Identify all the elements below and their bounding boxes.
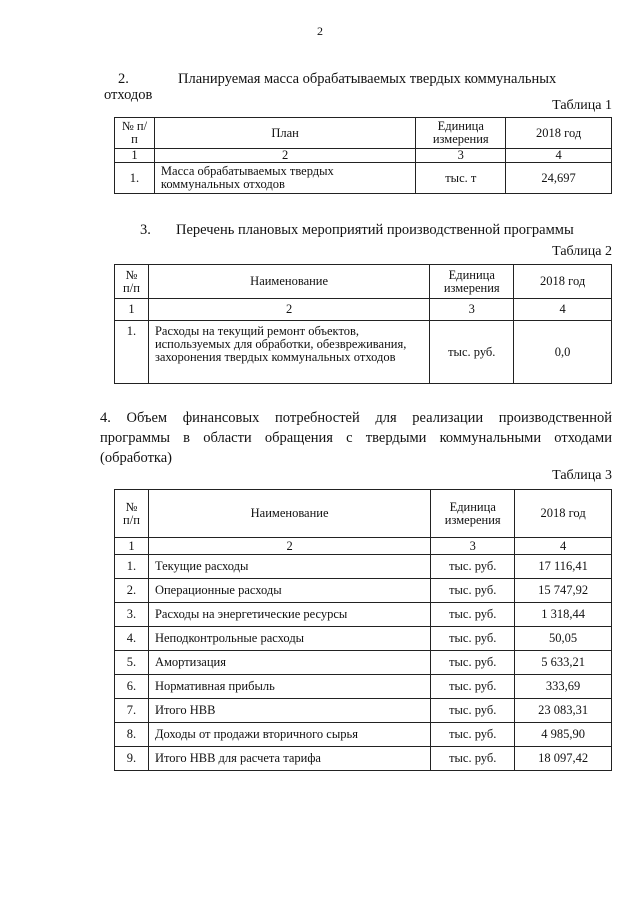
row-name: Расходы на текущий ремонт объектов, используемых для обработки, обезвреживания, захоронения твердых коммунальных отходов (148, 321, 429, 384)
table-row (115, 723, 612, 747)
row-value: 23 083,31 (515, 699, 612, 723)
table1-header-row (115, 118, 612, 149)
section2-heading-continued: отходов (104, 87, 153, 103)
table-row (115, 163, 612, 194)
row-name: Операционные расходы (148, 579, 430, 603)
row-value: 1 318,44 (515, 603, 612, 627)
row-value: 0,0 (514, 321, 612, 384)
row-unit: тыс. руб. (431, 651, 515, 675)
page-number: 2 (317, 24, 323, 38)
table3 (114, 489, 612, 771)
table1-header-plan: План (154, 118, 415, 149)
row-value: 15 747,92 (515, 579, 612, 603)
row-number: 7. (115, 699, 149, 723)
table3-caption: Таблица 3 (552, 468, 612, 483)
table2-header-year: 2018 год (514, 265, 612, 299)
table3-index-cell: 1 (115, 538, 149, 555)
row-value: 18 097,42 (515, 747, 612, 771)
table3-index-cell: 2 (148, 538, 430, 555)
row-unit: тыс. руб. (431, 579, 515, 603)
row-number: 6. (115, 675, 149, 699)
row-name: Неподконтрольные расходы (148, 627, 430, 651)
row-number: 1. (115, 555, 149, 579)
table1-header-year: 2018 год (506, 118, 612, 149)
table1-index-row (115, 149, 612, 163)
table1-caption: Таблица 1 (552, 98, 612, 113)
table-row (115, 321, 612, 384)
table1-index-cell: 3 (416, 149, 506, 163)
table3-header-unit: Единица измерения (431, 490, 515, 538)
row-name: Амортизация (148, 651, 430, 675)
table3-header-name: Наименование (148, 490, 430, 538)
table-row (115, 555, 612, 579)
section2-heading: Планируемая масса обрабатываемых твердых коммунальных (178, 71, 557, 87)
table2-header-unit: Единица измерения (430, 265, 514, 299)
table2-header-row (115, 265, 612, 299)
table3-index-cell: 3 (431, 538, 515, 555)
table-row (115, 603, 612, 627)
row-name: Итого НВВ (148, 699, 430, 723)
table3-index-row (115, 538, 612, 555)
table2-index-cell: 1 (115, 299, 149, 321)
table-row (115, 627, 612, 651)
row-unit: тыс. т (416, 163, 506, 194)
row-value: 5 633,21 (515, 651, 612, 675)
table-row (115, 579, 612, 603)
table2-index-cell: 3 (430, 299, 514, 321)
row-name: Расходы на энергетические ресурсы (148, 603, 430, 627)
table1-index-cell: 4 (506, 149, 612, 163)
table-row (115, 699, 612, 723)
table1-header-unit: Единица измерения (416, 118, 506, 149)
row-number: 5. (115, 651, 149, 675)
table1-header-num: № п/п (115, 118, 155, 149)
row-name: Нормативная прибыль (148, 675, 430, 699)
table1 (114, 117, 612, 194)
row-number: 8. (115, 723, 149, 747)
row-value: 17 116,41 (515, 555, 612, 579)
row-name: Доходы от продажи вторичного сырья (148, 723, 430, 747)
row-value: 50,05 (515, 627, 612, 651)
section2-number: 2. (118, 71, 129, 87)
row-name: Масса обрабатываемых твердых коммунальных отходов (154, 163, 415, 194)
row-unit: тыс. руб. (431, 555, 515, 579)
table-row (115, 675, 612, 699)
row-value: 4 985,90 (515, 723, 612, 747)
table2-header-name: Наименование (148, 265, 429, 299)
table1-index-cell: 1 (115, 149, 155, 163)
row-value: 24,697 (506, 163, 612, 194)
row-name: Итого НВВ для расчета тарифа (148, 747, 430, 771)
row-unit: тыс. руб. (430, 321, 514, 384)
row-unit: тыс. руб. (431, 723, 515, 747)
table3-header-num: № п/п (115, 490, 149, 538)
section4-paragraph: 4. Объем финансовых потребностей для реализации производственной программы в области обращения с твердыми коммунальными отходами (обработка) (100, 410, 612, 466)
row-unit: тыс. руб. (431, 747, 515, 771)
table3-index-cell: 4 (515, 538, 612, 555)
table2-index-cell: 4 (514, 299, 612, 321)
table3-header-year: 2018 год (515, 490, 612, 538)
row-number: 2. (115, 579, 149, 603)
row-unit: тыс. руб. (431, 699, 515, 723)
row-number: 1. (115, 321, 149, 384)
table2 (114, 264, 612, 384)
row-number: 4. (115, 627, 149, 651)
section3-heading: Перечень плановых мероприятий производственной программы (176, 222, 574, 238)
row-number: 9. (115, 747, 149, 771)
row-unit: тыс. руб. (431, 603, 515, 627)
row-unit: тыс. руб. (431, 675, 515, 699)
table2-header-num: № п/п (115, 265, 149, 299)
row-name: Текущие расходы (148, 555, 430, 579)
table3-header-row (115, 490, 612, 538)
table-row (115, 651, 612, 675)
table2-caption: Таблица 2 (552, 244, 612, 259)
row-number: 3. (115, 603, 149, 627)
row-value: 333,69 (515, 675, 612, 699)
table2-index-row (115, 299, 612, 321)
table1-index-cell: 2 (154, 149, 415, 163)
table-row (115, 747, 612, 771)
row-number: 1. (115, 163, 155, 194)
section3-number: 3. (140, 222, 151, 238)
row-unit: тыс. руб. (431, 627, 515, 651)
table2-index-cell: 2 (148, 299, 429, 321)
